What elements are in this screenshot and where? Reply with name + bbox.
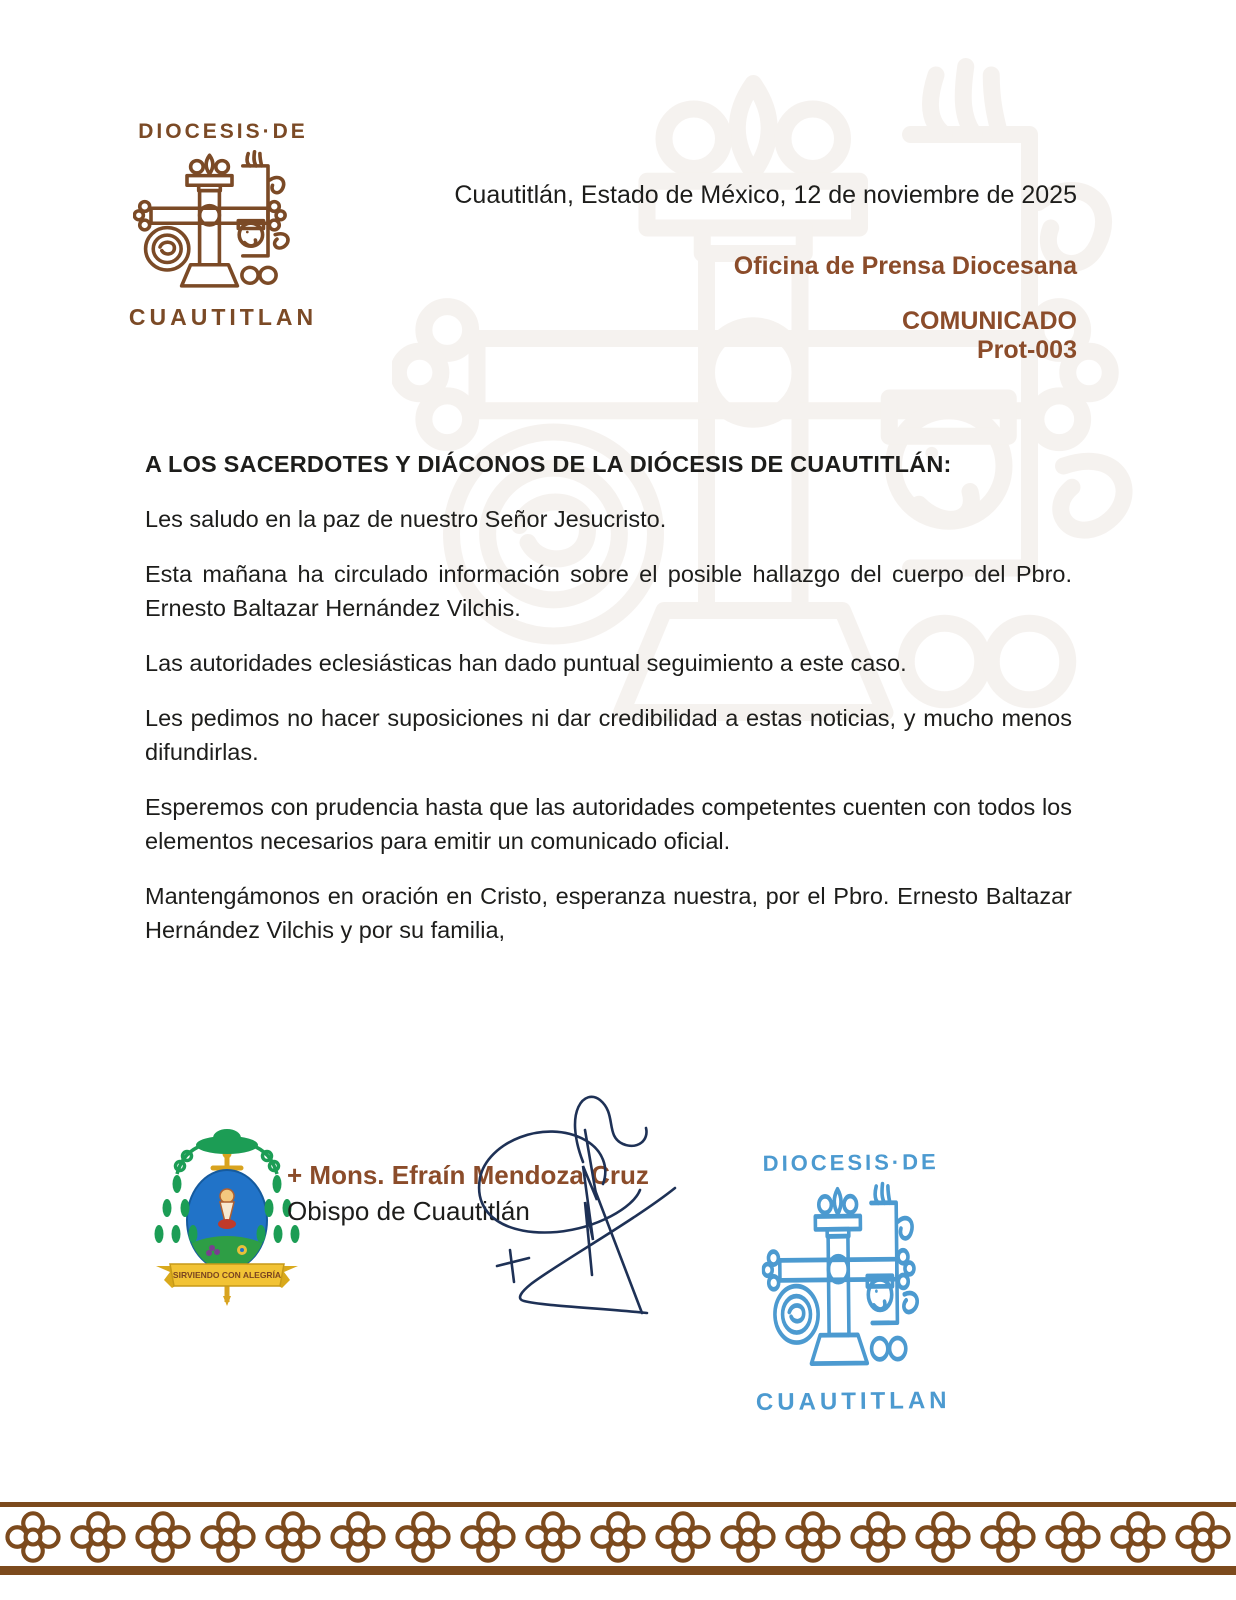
quatrefoil-flower-icon xyxy=(330,1511,386,1563)
stamp-top-text: DIOCESIS·DE xyxy=(762,1149,939,1176)
quatrefoil-flower-icon xyxy=(1175,1511,1231,1563)
quatrefoil-flower-icon xyxy=(980,1511,1036,1563)
quatrefoil-flower-icon xyxy=(1110,1511,1166,1563)
protocol-number: Prot-003 xyxy=(976,336,1077,364)
salutation-heading: A LOS SACERDOTES Y DIÁCONOS DE LA DIÓCESIS DE CUAUTITLÁN: xyxy=(145,451,952,477)
diocese-logo-bottom-text: CUAUTITLAN xyxy=(128,304,318,330)
quatrefoil-flower-icon xyxy=(915,1511,971,1563)
bishop-title: Obispo de Cuautitlán xyxy=(287,1196,530,1226)
quatrefoil-flower-icon xyxy=(5,1511,61,1563)
footer-border-bottom-line xyxy=(0,1566,1236,1575)
date-line: Cuautitlán, Estado de México, 12 de noviembre de 2025 xyxy=(454,181,1077,209)
quatrefoil-flower-icon xyxy=(655,1511,711,1563)
quatrefoil-flower-icon xyxy=(135,1511,191,1563)
letter-body xyxy=(145,447,1072,968)
quatrefoil-flower-icon xyxy=(395,1511,451,1563)
quatrefoil-flower-icon xyxy=(460,1511,516,1563)
paragraph: Les saludo en la paz de nuestro Señor Jesucristo. xyxy=(145,506,667,532)
quatrefoil-flower-icon xyxy=(70,1511,126,1563)
diocese-logo xyxy=(116,120,330,331)
footer-flower-strip xyxy=(0,1507,1236,1566)
quatrefoil-flower-icon xyxy=(590,1511,646,1563)
press-office-line: Oficina de Prensa Diocesana xyxy=(733,252,1077,280)
paragraph: Esperemos con prudencia hasta que las autoridades competentes cuenten con todos los elementos necesarios para emitir un comunicado oficial. xyxy=(145,794,1072,854)
paragraph: Mantengámonos en oración en Cristo, esperanza nuestra, por el Pbro. Ernesto Baltazar Hernández Vilchis y por su familia, xyxy=(145,883,1072,943)
coat-of-arms-motto: SIRVIENDO CON ALEGRÍA xyxy=(172,1270,282,1280)
quatrefoil-flower-icon xyxy=(720,1511,776,1563)
stamp-bottom-text: CUAUTITLAN xyxy=(755,1386,951,1417)
paragraph: Las autoridades eclesiásticas han dado puntual seguimiento a este caso. xyxy=(145,650,907,676)
diocese-stamp xyxy=(749,1149,956,1417)
bishop-name: + Mons. Efraín Mendoza Cruz xyxy=(287,1160,649,1190)
quatrefoil-flower-icon xyxy=(200,1511,256,1563)
quatrefoil-flower-icon xyxy=(850,1511,906,1563)
stamp-cross-emblem-icon xyxy=(761,1181,943,1383)
diocese-logo-top-text: DIOCESIS·DE xyxy=(138,120,308,143)
quatrefoil-flower-icon xyxy=(785,1511,841,1563)
diocese-cross-emblem-icon xyxy=(133,150,313,300)
quatrefoil-flower-icon xyxy=(525,1511,581,1563)
signature-block xyxy=(287,1160,649,1227)
paragraph: Esta mañana ha circulado información sobre el posible hallazgo del cuerpo del Pbro. Ernesto Baltazar Hernández Vilchis. xyxy=(145,561,1072,621)
quatrefoil-flower-icon xyxy=(1045,1511,1101,1563)
document-type-line: COMUNICADO xyxy=(902,307,1077,335)
paragraph: Les pedimos no hacer suposiciones ni dar credibilidad a estas noticias, y mucho menos difundirlas. xyxy=(145,705,1072,765)
ornamental-footer-border xyxy=(0,1502,1236,1575)
quatrefoil-flower-icon xyxy=(265,1511,321,1563)
